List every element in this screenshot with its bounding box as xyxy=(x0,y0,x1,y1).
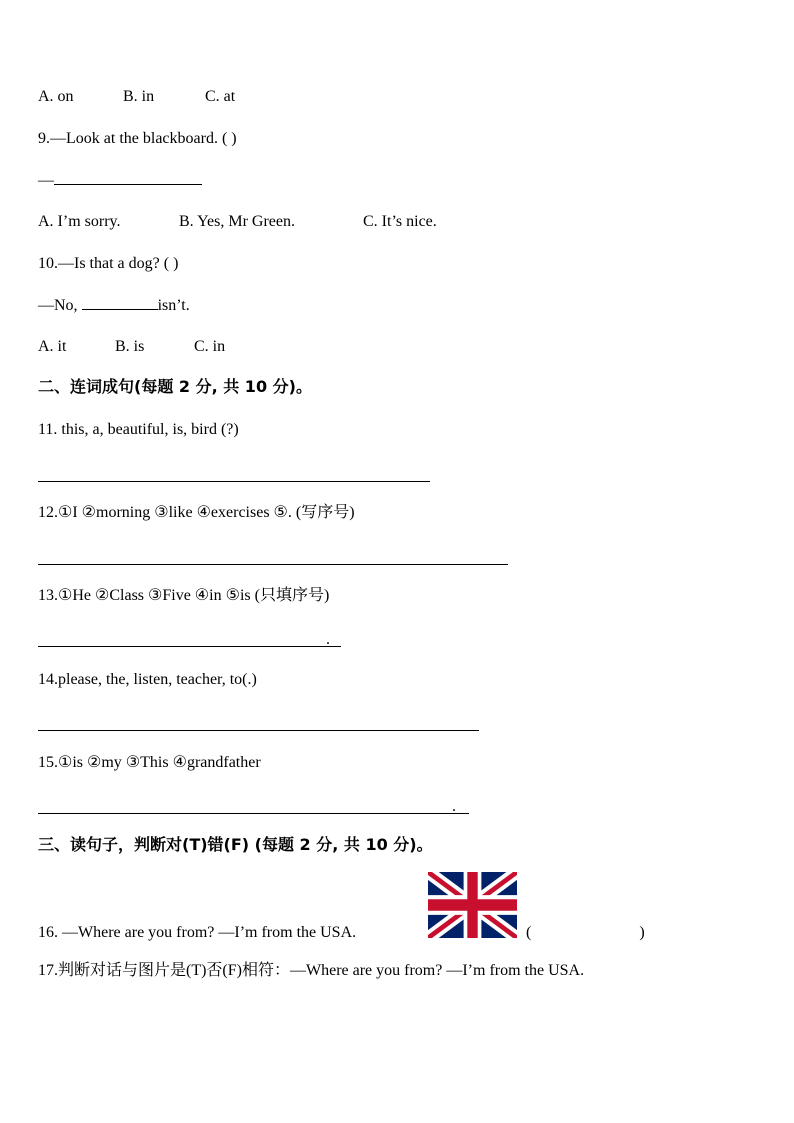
q10-option-a[interactable]: A. it xyxy=(38,338,67,355)
q14-words: 14.please, the, listen, teacher, to(.) xyxy=(38,671,257,688)
q15-end-dot: . xyxy=(452,798,456,815)
q9-answer-blank[interactable] xyxy=(54,170,202,185)
q15-words: 15.①is ②my ③This ④grandfather xyxy=(38,754,261,771)
q15-answer-line[interactable] xyxy=(38,813,469,814)
q9-answer-line xyxy=(38,170,202,191)
q9-option-c[interactable]: C. It’s nice. xyxy=(363,213,437,230)
q10-answer-blank[interactable] xyxy=(82,295,158,310)
q17-sentence: 17.判断对话与图片是(T)否(F)相符：—Where are you from? —I’m from the USA. xyxy=(38,962,585,979)
q16-answer-paren xyxy=(526,923,645,943)
q8-option-c[interactable]: C. at xyxy=(205,88,236,105)
q8-option-b[interactable]: B. in xyxy=(123,88,155,105)
q13-answer-line[interactable] xyxy=(38,646,341,647)
section-3-heading: 三、读句子，判断对(T)错(F) (每题 2 分, 共 10 分)。 xyxy=(38,835,433,854)
q9-question: 9.—Look at the blackboard. ( ) xyxy=(38,130,237,147)
q16-sentence: 16. —Where are you from? —I’m from the USA. xyxy=(38,924,357,941)
section-2-heading: 二、连词成句(每题 2 分, 共 10 分)。 xyxy=(38,377,312,396)
q10-options xyxy=(38,337,225,357)
q16-paren-close: ) xyxy=(639,924,645,941)
q13-end-dot: . xyxy=(326,631,330,648)
q9-option-b[interactable]: B. Yes, Mr Green. xyxy=(179,213,295,230)
q10-answer-line xyxy=(38,295,190,316)
q9-answer-dash: — xyxy=(38,172,54,189)
q9-options xyxy=(38,212,437,232)
q12-words: 12.①I ②morning ③like ④exercises ⑤. (写序号) xyxy=(38,504,355,521)
q10-question: 10.—Is that a dog? ( ) xyxy=(38,255,179,272)
q11-words: 11. this, a, beautiful, is, bird (?) xyxy=(38,421,239,438)
q12-answer-line[interactable] xyxy=(38,564,508,565)
q10-answer-pre: —No, xyxy=(38,297,82,314)
q10-answer-post: isn’t. xyxy=(157,297,190,314)
q13-words: 13.①He ②Class ③Five ④in ⑤is (只填序号) xyxy=(38,587,330,604)
union-jack-flag-image xyxy=(428,872,517,938)
q10-option-c[interactable]: C. in xyxy=(194,338,226,355)
q10-option-b[interactable]: B. is xyxy=(115,338,145,355)
q14-answer-line[interactable] xyxy=(38,730,479,731)
q8-options xyxy=(38,87,235,107)
q11-answer-line[interactable] xyxy=(38,481,430,482)
q9-option-a[interactable]: A. I’m sorry. xyxy=(38,213,121,230)
q8-option-a[interactable]: A. on xyxy=(38,88,74,105)
q16-paren-open: ( xyxy=(526,924,532,941)
